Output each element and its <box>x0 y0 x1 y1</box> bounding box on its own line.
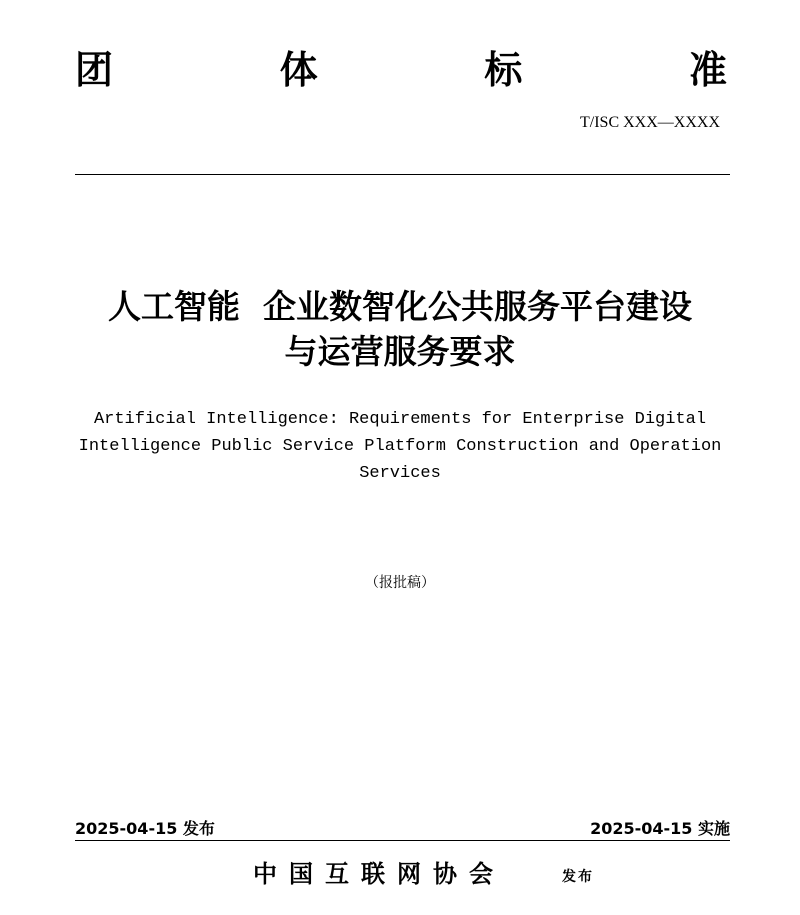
publish-date: 2025-04-15 发布 <box>75 819 215 838</box>
draft-status: （报批稿） <box>365 575 435 591</box>
bottom-divider <box>75 840 730 841</box>
standard-type-char: 团 <box>75 47 114 92</box>
issuing-organization: 中国互联网协会 <box>253 859 505 888</box>
chinese-title-line: 人工智能 企业数智化公共服务平台建设 <box>108 287 692 326</box>
standard-type-char: 标 <box>484 47 523 92</box>
standard-number: T/ISC XXX—XXXX <box>580 114 720 131</box>
standard-type-char: 准 <box>688 47 727 92</box>
chinese-title-line: 与运营服务要求 <box>284 332 516 371</box>
publish-label: 发布 <box>562 869 594 885</box>
standard-type-heading <box>75 48 727 92</box>
standard-type-char: 体 <box>279 47 318 92</box>
english-title-line: Intelligence Public Service Platform Construction and Operation <box>78 437 722 456</box>
english-title <box>0 406 800 487</box>
english-title-line: Services <box>359 464 441 483</box>
top-divider <box>75 174 730 175</box>
implement-date: 2025-04-15 实施 <box>590 819 730 838</box>
english-title-line: Artificial Intelligence: Requirements for Enterprise Digital <box>93 410 707 429</box>
chinese-title <box>0 284 800 374</box>
